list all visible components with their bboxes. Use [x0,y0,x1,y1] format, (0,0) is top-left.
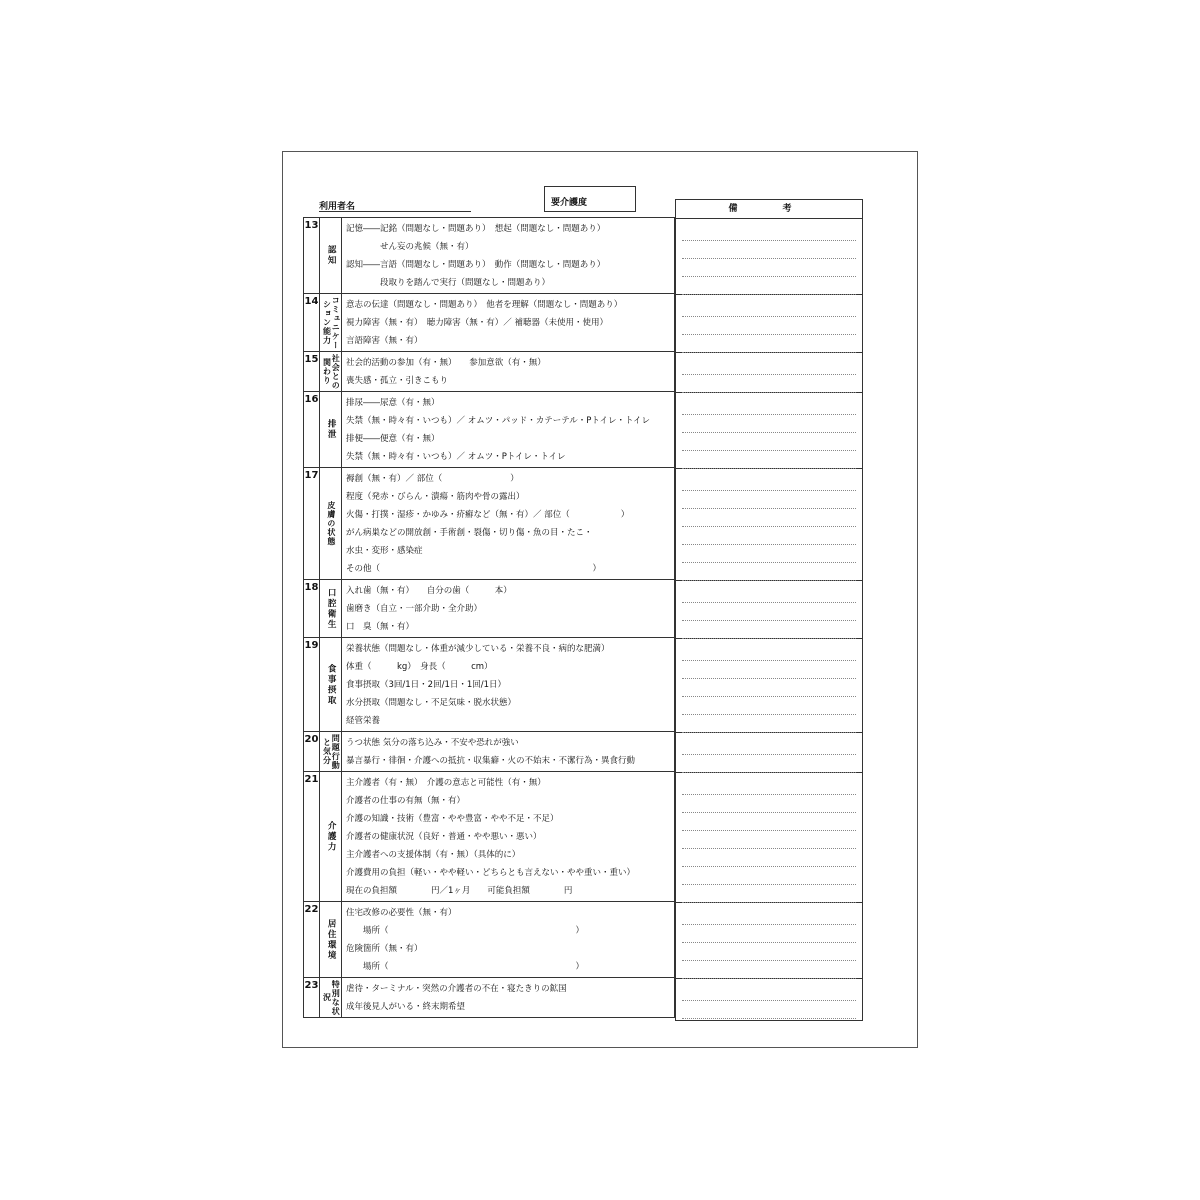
section-label: 特別な状況 [322,979,341,1016]
item-line[interactable]: 社会的活動の参加（有・無） 参加意欲（有・無） [346,358,546,368]
section-number: 19 [304,638,320,731]
section-number: 13 [304,218,320,293]
item-line[interactable]: 意志の伝達（問題なし・問題あり） 他者を理解（問題なし・問題あり） [346,300,623,310]
remarks-line[interactable] [682,241,856,259]
remarks-line[interactable] [682,415,856,433]
item-line[interactable]: 視力障害（無・有） 聴力障害（無・有）／ 補聴器（未使用・使用） [346,318,608,328]
item-line[interactable]: 水虫・変形・感染症 [346,546,423,556]
item-line[interactable]: 危険箇所（無・有） [346,944,423,954]
section-label: 排泄 [326,419,337,440]
item-line[interactable]: 介護者の健康状況（良好・普通・やや悪い・悪い） [346,832,542,842]
section-17 [304,467,674,579]
section-label-cell [320,468,342,579]
remarks-block [676,581,862,639]
remarks-line[interactable] [682,867,856,885]
item-line[interactable]: うつ状態 気分の落ち込み・不安や恐れが強い [346,738,519,748]
remarks-line[interactable] [682,397,856,415]
remarks-line[interactable] [682,621,856,639]
section-number: 15 [304,352,320,391]
section-label-cell [320,352,342,391]
remarks-block [676,219,862,295]
section-14 [304,293,674,351]
item-line[interactable]: 排尿――尿意（有・無） [346,398,440,408]
remarks-line[interactable] [682,299,856,317]
section-label-cell [320,978,342,1017]
item-line[interactable]: 主介護者（有・無） 介護の意志と可能性（有・無） [346,778,546,788]
section-label-cell [320,772,342,901]
item-line[interactable]: 食事摂取（3回/1日・2回/1日・1回/1日） [346,680,507,690]
section-label-cell [320,294,342,351]
remarks-line[interactable] [682,259,856,277]
item-line[interactable]: 記憶――記銘（問題なし・問題あり） 想起（問題なし・問題あり） [346,224,606,234]
remarks-line[interactable] [682,317,856,335]
remarks-line[interactable] [682,491,856,509]
care-level-label: 要介護度 [551,198,588,208]
remarks-header: 備 考 [676,200,862,219]
remarks-line[interactable] [682,1001,856,1019]
item-line[interactable]: 失禁（無・時々有・いつも）／ オムツ・Pトイレ・トイレ [346,452,566,462]
item-line[interactable]: 介護者の仕事の有無（無・有） [346,796,466,806]
remarks-line[interactable] [682,643,856,661]
section-label: 食事摂取 [326,663,337,706]
care-level-box[interactable] [544,186,636,212]
section-16 [304,391,674,467]
remarks-line[interactable] [682,885,856,903]
user-name-label: 利用者名 [319,202,356,212]
section-20 [304,731,674,771]
item-line[interactable]: 言語障害（無・有） [346,336,423,346]
section-label-cell [320,638,342,731]
remarks-line[interactable] [682,755,856,773]
section-19 [304,637,674,731]
section-label-cell [320,902,342,977]
item-line[interactable]: 暴言暴行・徘徊・介護への抵抗・収集癖・火の不始末・不潔行為・異食行動 [346,756,636,766]
section-label-cell [320,732,342,771]
section-label-cell [320,218,342,293]
section-23 [304,977,674,1018]
item-line[interactable]: 虐待・ターミナル・突然の介護者の不在・寝たきりの鉱国 [346,984,567,994]
section-22 [304,901,674,977]
remarks-block [676,295,862,353]
item-line[interactable]: 火傷・打撲・湿疹・かゆみ・疥癬など（無・有）／ 部位（ ） [346,510,630,520]
item-line[interactable]: 失禁（無・時々有・いつも）／ オムツ・パッド・カテーテル・Pトイレ・トイレ [346,416,651,426]
remarks-block [676,393,862,469]
remarks-line[interactable] [682,679,856,697]
section-number: 16 [304,392,320,467]
remarks-block [676,903,862,979]
item-line[interactable]: 介護費用の負担（軽い・やや軽い・どちらとも言えない・やや重い・重い） [346,868,636,878]
item-line[interactable]: 場所（ ） [346,962,585,972]
remarks-line[interactable] [682,433,856,451]
item-line[interactable]: 住宅改修の必要性（無・有） [346,908,457,918]
remarks-block [676,773,862,903]
section-15 [304,351,674,391]
item-line[interactable]: 介護の知識・技術（豊富・やや豊富・やや不足・不足） [346,814,559,824]
item-line[interactable]: 歯磨き（自立・一部介助・全介助） [346,604,483,614]
remarks-line[interactable] [682,603,856,621]
remarks-block [676,639,862,733]
remarks-line[interactable] [682,831,856,849]
item-line[interactable]: 段取りを踏んで実行（問題なし・問題あり） [346,278,551,288]
assessment-table [303,217,675,1018]
item-line[interactable]: 現在の負担額 円／1ヶ月 可能負担額 円 [346,886,573,896]
remarks-line[interactable] [682,943,856,961]
section-number: 22 [304,902,320,977]
remarks-line[interactable] [682,661,856,679]
section-number: 14 [304,294,320,351]
remarks-line[interactable] [682,585,856,603]
item-line[interactable]: せん妄の兆候（無・有） [346,242,474,252]
remarks-block [676,979,862,1020]
remarks-line[interactable] [682,545,856,563]
section-label: 認知 [326,245,337,266]
section-number: 20 [304,732,320,771]
item-line[interactable]: がん病巣などの開放創・手術創・裂傷・切り傷・魚の目・たこ・ [346,528,593,538]
item-line[interactable]: 入れ歯（無・有） 自分の歯（ 本） [346,586,512,596]
remarks-block [676,733,862,773]
section-label: 口腔衛生 [326,587,337,630]
remarks-line[interactable] [682,357,856,375]
section-number: 21 [304,772,320,901]
section-label: 居住環境 [326,918,337,961]
remarks-line[interactable] [682,697,856,715]
item-line[interactable]: 水分摂取（問題なし・不足気味・脱水状態） [346,698,517,708]
remarks-block [676,469,862,581]
remarks-line[interactable] [682,961,856,979]
section-label: 介護力 [326,820,337,853]
item-line[interactable]: 喪失感・孤立・引きこもり [346,376,449,386]
section-label-cell [320,580,342,637]
section-label: 問題行動と気分 [322,733,341,770]
section-13 [304,217,674,293]
remarks-line[interactable] [682,527,856,545]
remarks-line[interactable] [682,737,856,755]
item-line[interactable]: 口 臭（無・有） [346,622,415,632]
user-name-field[interactable] [319,211,471,212]
section-number: 23 [304,978,320,1017]
item-line[interactable]: 場所（ ） [346,926,585,936]
remarks-line[interactable] [682,223,856,241]
section-21 [304,771,674,901]
remarks-line[interactable] [682,473,856,491]
remarks-line[interactable] [682,375,856,393]
section-number: 17 [304,468,320,579]
item-line[interactable]: 認知――言語（問題なし・問題あり） 動作（問題なし・問題あり） [346,260,606,270]
remarks-line[interactable] [682,563,856,581]
section-18 [304,579,674,637]
item-line[interactable]: 栄養状態（問題なし・体重が減少している・栄養不良・病的な肥満） [346,644,610,654]
remarks-line[interactable] [682,983,856,1001]
remarks-column [675,199,863,1021]
section-label: 皮膚の状態 [326,501,336,546]
item-line[interactable]: 程度（発赤・びらん・潰瘍・筋肉や骨の露出） [346,492,525,502]
remarks-line[interactable] [682,907,856,925]
item-line[interactable]: 主介護者への支援体制（有・無）（具体的に） [346,850,521,860]
section-number: 18 [304,580,320,637]
remarks-line[interactable] [682,335,856,353]
remarks-line[interactable] [682,777,856,795]
section-label: 社会との関わり [322,353,341,390]
remarks-block [676,353,862,393]
item-line[interactable]: 経管栄養 [346,716,381,726]
remarks-line[interactable] [682,451,856,469]
item-line[interactable]: 体重（ kg） 身長（ cm） [346,662,493,672]
remarks-line[interactable] [682,813,856,831]
item-line[interactable]: 排便――便意（有・無） [346,434,440,444]
item-line[interactable]: その他（ ） [346,564,602,574]
item-line[interactable]: 成年後見人がいる・終末期希望 [346,1002,466,1012]
remarks-line[interactable] [682,715,856,733]
remarks-line[interactable] [682,277,856,295]
remarks-line[interactable] [682,509,856,527]
remarks-line[interactable] [682,795,856,813]
section-label: コミュニケーション能力 [322,295,341,350]
remarks-line[interactable] [682,849,856,867]
section-label-cell [320,392,342,467]
remarks-line[interactable] [682,925,856,943]
item-line[interactable]: 褥創（無・有）／ 部位（ ） [346,474,519,484]
